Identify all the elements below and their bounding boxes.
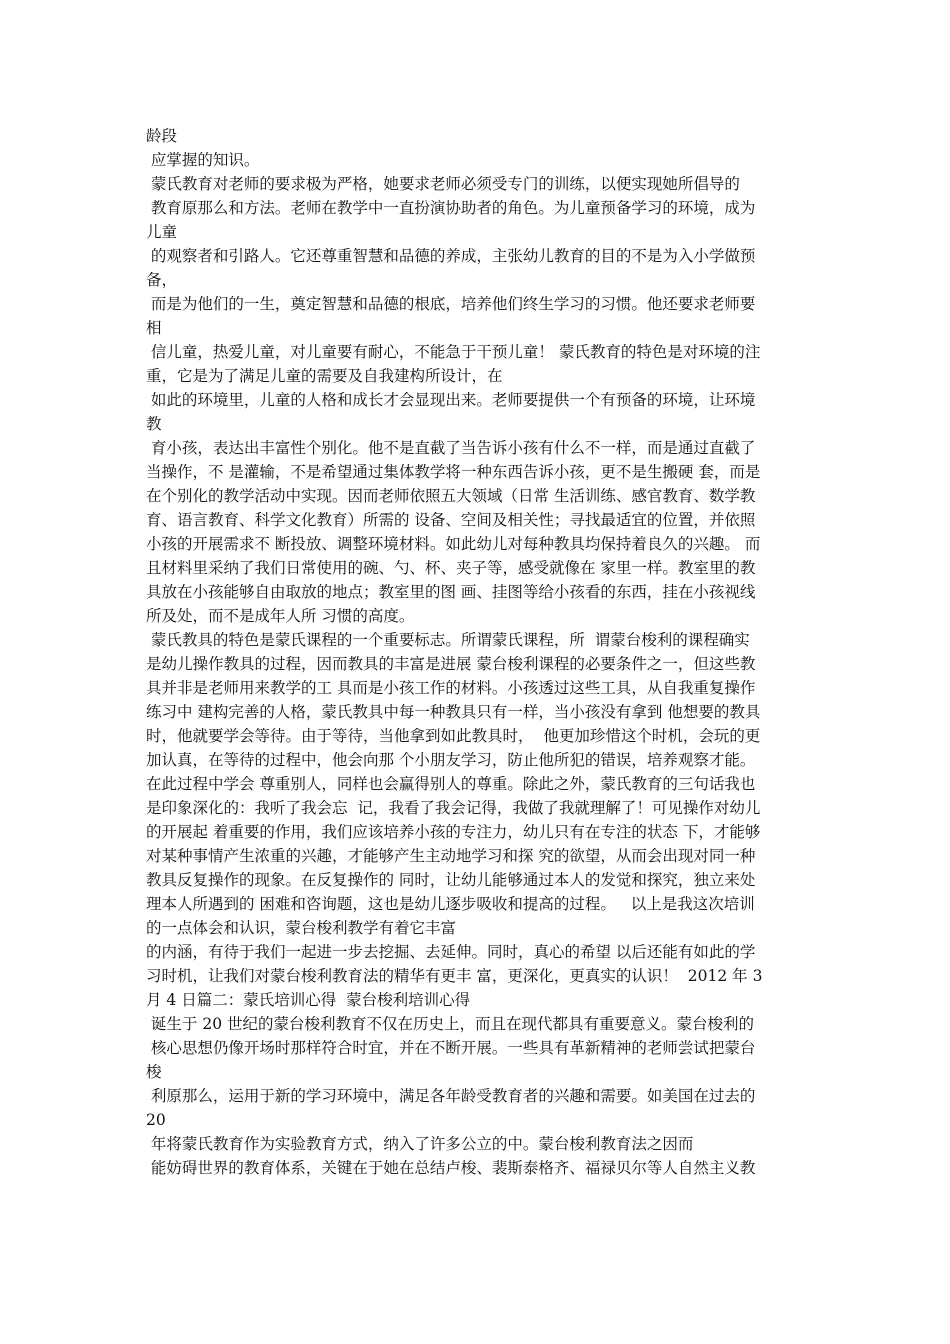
text-line: 的观察者和引路人。它还尊重智慧和品德的养成，主张幼儿教育的目的不是为入小学做预 <box>146 247 756 265</box>
text-line: 的内涵，有待于我们一起进一步去挖掘、去延伸。同时，真心的希望 以后还能有如此的学 <box>146 943 756 961</box>
text-line: 是幼儿操作教具的过程，因而教具的丰富是进展 蒙台梭利课程的必要条件之一，但这些教 <box>146 655 756 673</box>
text-line: 龄段 <box>146 127 178 145</box>
text-line: 育小孩，表达出丰富性个别化。他不是直截了当告诉小孩有什么不一样，而是通过直截了 <box>146 439 756 457</box>
text-line: 蒙氏教具的特色是蒙氏课程的一个重要标志。所谓蒙氏课程，所 谓蒙台梭利的课程确实 <box>146 631 750 649</box>
text-line: 的开展起 着重要的作用，我们应该培养小孩的专注力，幼儿只有在专注的状态 下，才能够 <box>146 823 761 841</box>
text-line: 相 <box>146 319 162 337</box>
text-line: 在此过程中学会 尊重别人，同样也会赢得别人的尊重。除此之外，蒙氏教育的三句话我也 <box>146 775 756 793</box>
text-line: 教育原那么和方法。老师在教学中一直扮演协助者的角色。为儿童预备学习的环境，成为 <box>146 199 756 217</box>
text-line: 应掌握的知识。 <box>146 151 260 169</box>
text-line: 能妨碍世界的教育体系，关键在于她在总结卢梭、裴斯泰格齐、福禄贝尔等人自然主义教 <box>146 1159 756 1177</box>
text-line: 月 4 日篇二：蒙氏培训心得 蒙台梭利培训心得 <box>146 991 471 1009</box>
text-line: 小孩的开展需求不 断投放、调整环境材料。如此幼儿对每种教具均保持着良久的兴趣。 而 <box>146 535 761 553</box>
text-line: 理本人所遇到的 困难和咨询题，这也是幼儿逐步吸收和提高的过程。 以上是我这次培训 <box>146 895 755 913</box>
text-line: 利原那么，运用于新的学习环境中，满足各年龄受教育者的兴趣和需要。如美国在过去的 <box>146 1087 756 1105</box>
text-line: 年将蒙氏教育作为实验教育方式，纳入了许多公立的中。蒙台梭利教育法之因而 <box>146 1135 694 1153</box>
text-line: 对某种事情产生浓重的兴趣，才能够产生主动地学习和探 究的欲望，从而会出现对同一种 <box>146 847 756 865</box>
text-line: 习时机，让我们对蒙台梭利教育法的精华有更丰 富，更深化，更真实的认识！ 2012 年 3 <box>146 967 763 985</box>
text-line: 所及处，而不是成年人所 习惯的高度。 <box>146 607 415 625</box>
text-line: 梭 <box>146 1063 162 1081</box>
text-line: 儿童 <box>146 223 178 241</box>
text-line: 时，他就要学会等待。由于等待，当他拿到如此教具时， 他更加珍惜这个时机，会玩的更 <box>146 727 761 745</box>
text-line: 教具反复操作的现象。在反复操作的 同时，让幼儿能够通过本人的发觉和探究，独立来处 <box>146 871 756 889</box>
text-line: 蒙氏教育对老师的要求极为严格，她要求老师必须受专门的训练，以便实现她所倡导的 <box>146 175 740 193</box>
text-line: 加认真，在等待的过程中，他会向那 个小朋友学习，防止他所犯的错误，培养观察才能。 <box>146 751 756 769</box>
text-line: 重，它是为了满足儿童的需要及自我建构所设计，在 <box>146 367 503 385</box>
text-line: 核心思想仍像开场时那样符合时宜，并在不断开展。一些具有革新精神的老师尝试把蒙台 <box>146 1039 756 1057</box>
text-line: 是印象深化的：我听了我会忘 记，我看了我会记得，我做了我就理解了！可见操作对幼儿 <box>146 799 761 817</box>
text-line: 且材料里采纳了我们日常使用的碗、勺、杯、夹子等，感受就像在 家里一样。教室里的教 <box>146 559 756 577</box>
text-line: 诞生于 20 世纪的蒙台梭利教育不仅在历史上，而且在现代都具有重要意义。蒙台梭利的 <box>146 1015 755 1033</box>
text-line: 教 <box>146 415 162 433</box>
text-line: 育、语言教育、科学文化教育）所需的 设备、空间及相关性；寻找最适宜的位置，并依照 <box>146 511 756 529</box>
text-line: 而是为他们的一生，奠定智慧和品德的根底，培养他们终生学习的习惯。他还要求老师要 <box>146 295 756 313</box>
text-line: 的一点体会和认识，蒙台梭利教学有着它丰富 <box>146 919 457 937</box>
document-body <box>146 124 810 1180</box>
text-line: 当操作，不 是灌输，不是希望通过集体教学将一种东西告诉小孩，更不是生搬硬 套，而是 <box>146 463 761 481</box>
text-line: 具放在小孩能够自由取放的地点；教室里的图 画、挂图等给小孩看的东西，挂在小孩视线 <box>146 583 756 601</box>
text-line: 具并非是老师用来教学的工 具而是小孩工作的材料。小孩透过这些工具，从自我重复操作 <box>146 679 756 697</box>
text-line: 在个别化的教学活动中实现。因而老师依照五大领域（日常 生活训练、感官教育、数学教 <box>146 487 756 505</box>
text-line: 信儿童，热爱儿童，对儿童要有耐心，不能急于干预儿童！ 蒙氏教育的特色是对环境的注 <box>146 343 761 361</box>
text-line: 练习中 建构完善的人格，蒙氏教具中每一种教具只有一样，当小孩没有拿到 他想要的教具 <box>146 703 761 721</box>
text-line: 20 <box>146 1111 166 1129</box>
text-line: 如此的环境里，儿童的人格和成长才会显现出来。老师要提供一个有预备的环境，让环境 <box>146 391 756 409</box>
text-line: 备， <box>146 271 178 289</box>
